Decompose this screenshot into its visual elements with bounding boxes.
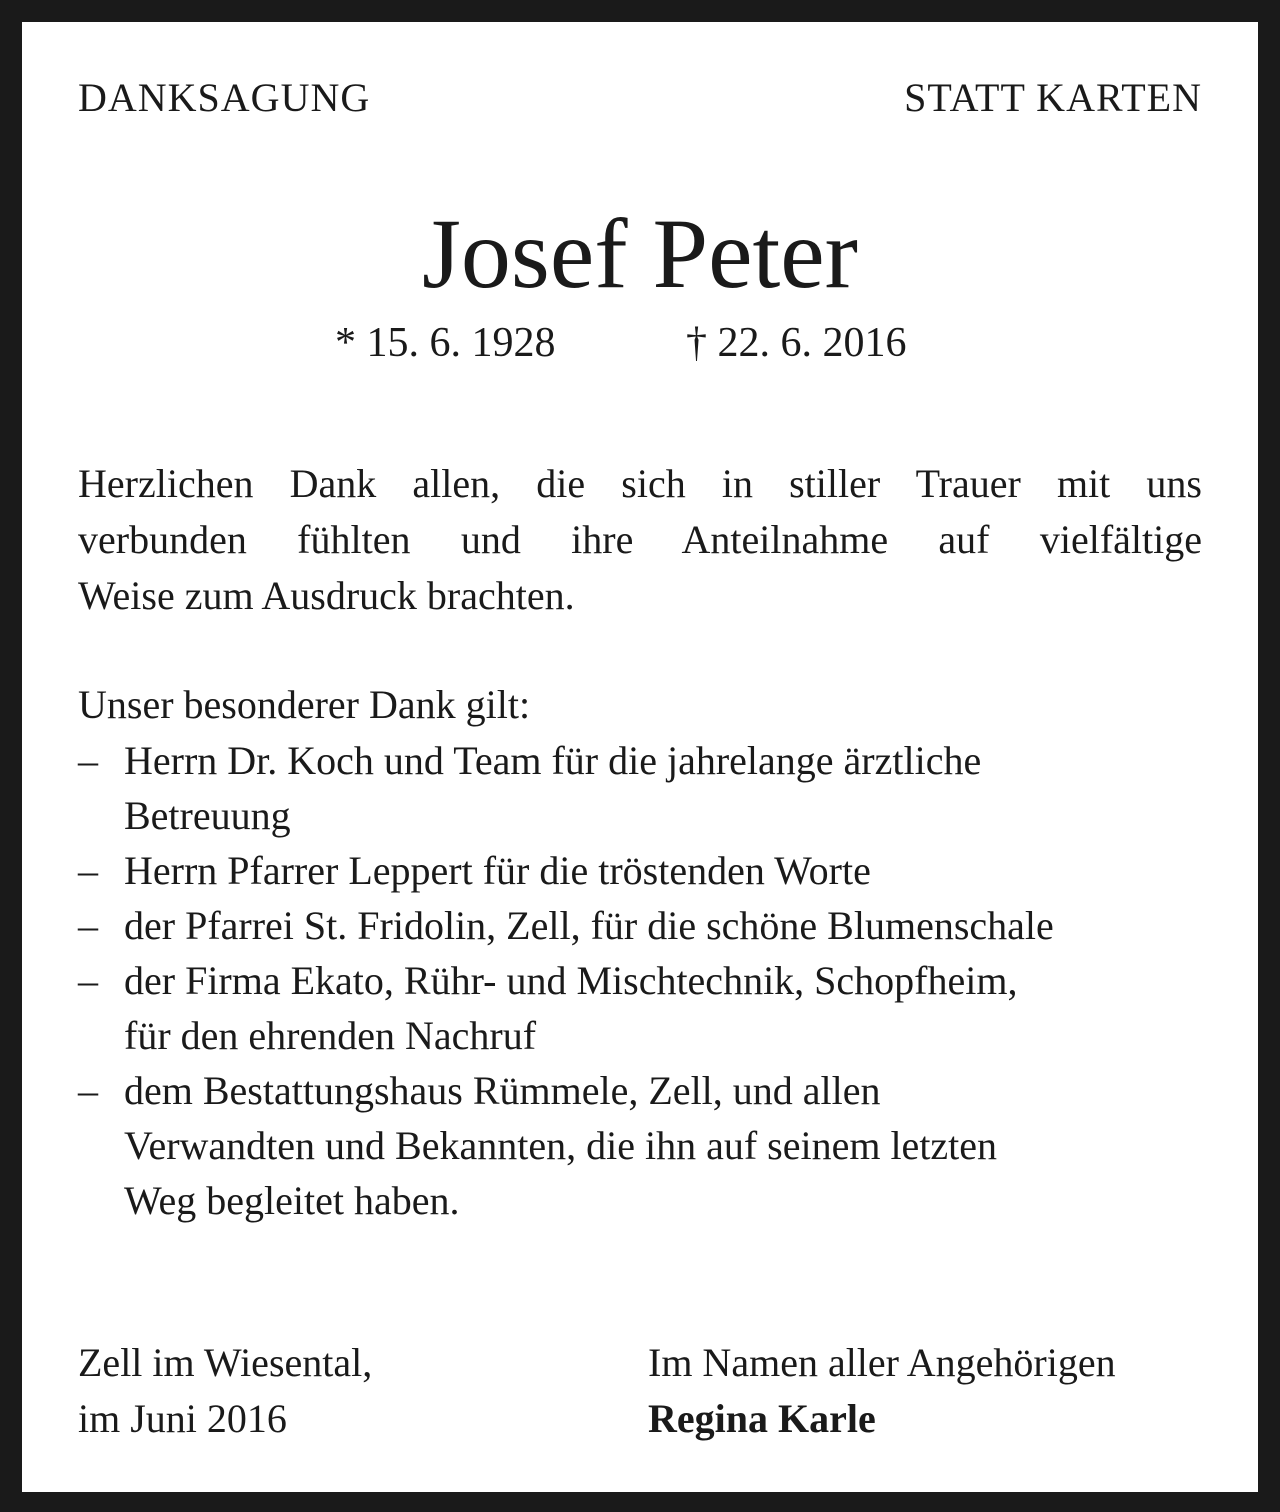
list-item: [78, 898, 1202, 953]
intro-line: Herzlichen Dank allen, die sich in stiller Trauer mit uns: [78, 461, 1202, 506]
intro-paragraph: [78, 456, 1202, 624]
header-statt-karten: STATT KARTEN: [904, 75, 1202, 120]
deceased-name: Josef Peter: [422, 198, 858, 309]
dash-bullet: –: [78, 1068, 98, 1113]
dash-bullet: –: [78, 958, 98, 1003]
header-danksagung: DANKSAGUNG: [78, 75, 371, 120]
list-item-text: der Pfarrei St. Fridolin, Zell, für die schöne Blumenschale: [124, 903, 1054, 948]
dash-bullet: –: [78, 903, 98, 948]
list-item-text: der Firma Ekato, Rühr- und Mischtechnik, Schopfheim, für den ehrenden Nachruf: [124, 958, 1018, 1058]
signatory-name: Regina Karle: [648, 1396, 876, 1441]
list-item: [78, 733, 1202, 843]
list-item: [78, 953, 1202, 1063]
intro-line: verbunden fühlten und ihre Anteilnahme auf vielfältige: [78, 517, 1202, 562]
dash-bullet: –: [78, 738, 98, 783]
birth-date: * 15. 6. 1928: [335, 320, 556, 366]
place-and-date: Zell im Wiesental, im Juni 2016: [78, 1340, 373, 1441]
death-date: † 22. 6. 2016: [686, 320, 907, 366]
intro-line: Weise zum Ausdruck brachten.: [78, 573, 575, 618]
on-behalf-line: Im Namen aller Angehörigen: [648, 1340, 1116, 1385]
list-item-text: dem Bestattungshaus Rümmele, Zell, und allen Verwandten und Bekannten, die ihn auf seinem letzten Weg begleitet haben.: [124, 1068, 998, 1223]
list-item: [78, 1063, 1202, 1228]
list-item-text: Herrn Pfarrer Leppert für die tröstenden Worte: [124, 848, 871, 893]
list-item: [78, 843, 1202, 898]
dash-bullet: –: [78, 848, 98, 893]
list-item-text: Herrn Dr. Koch und Team für die jahrelange ärztliche Betreuung: [124, 738, 982, 838]
thanks-heading: Unser besonderer Dank gilt:: [78, 682, 531, 727]
thanks-list: [78, 733, 1202, 1228]
